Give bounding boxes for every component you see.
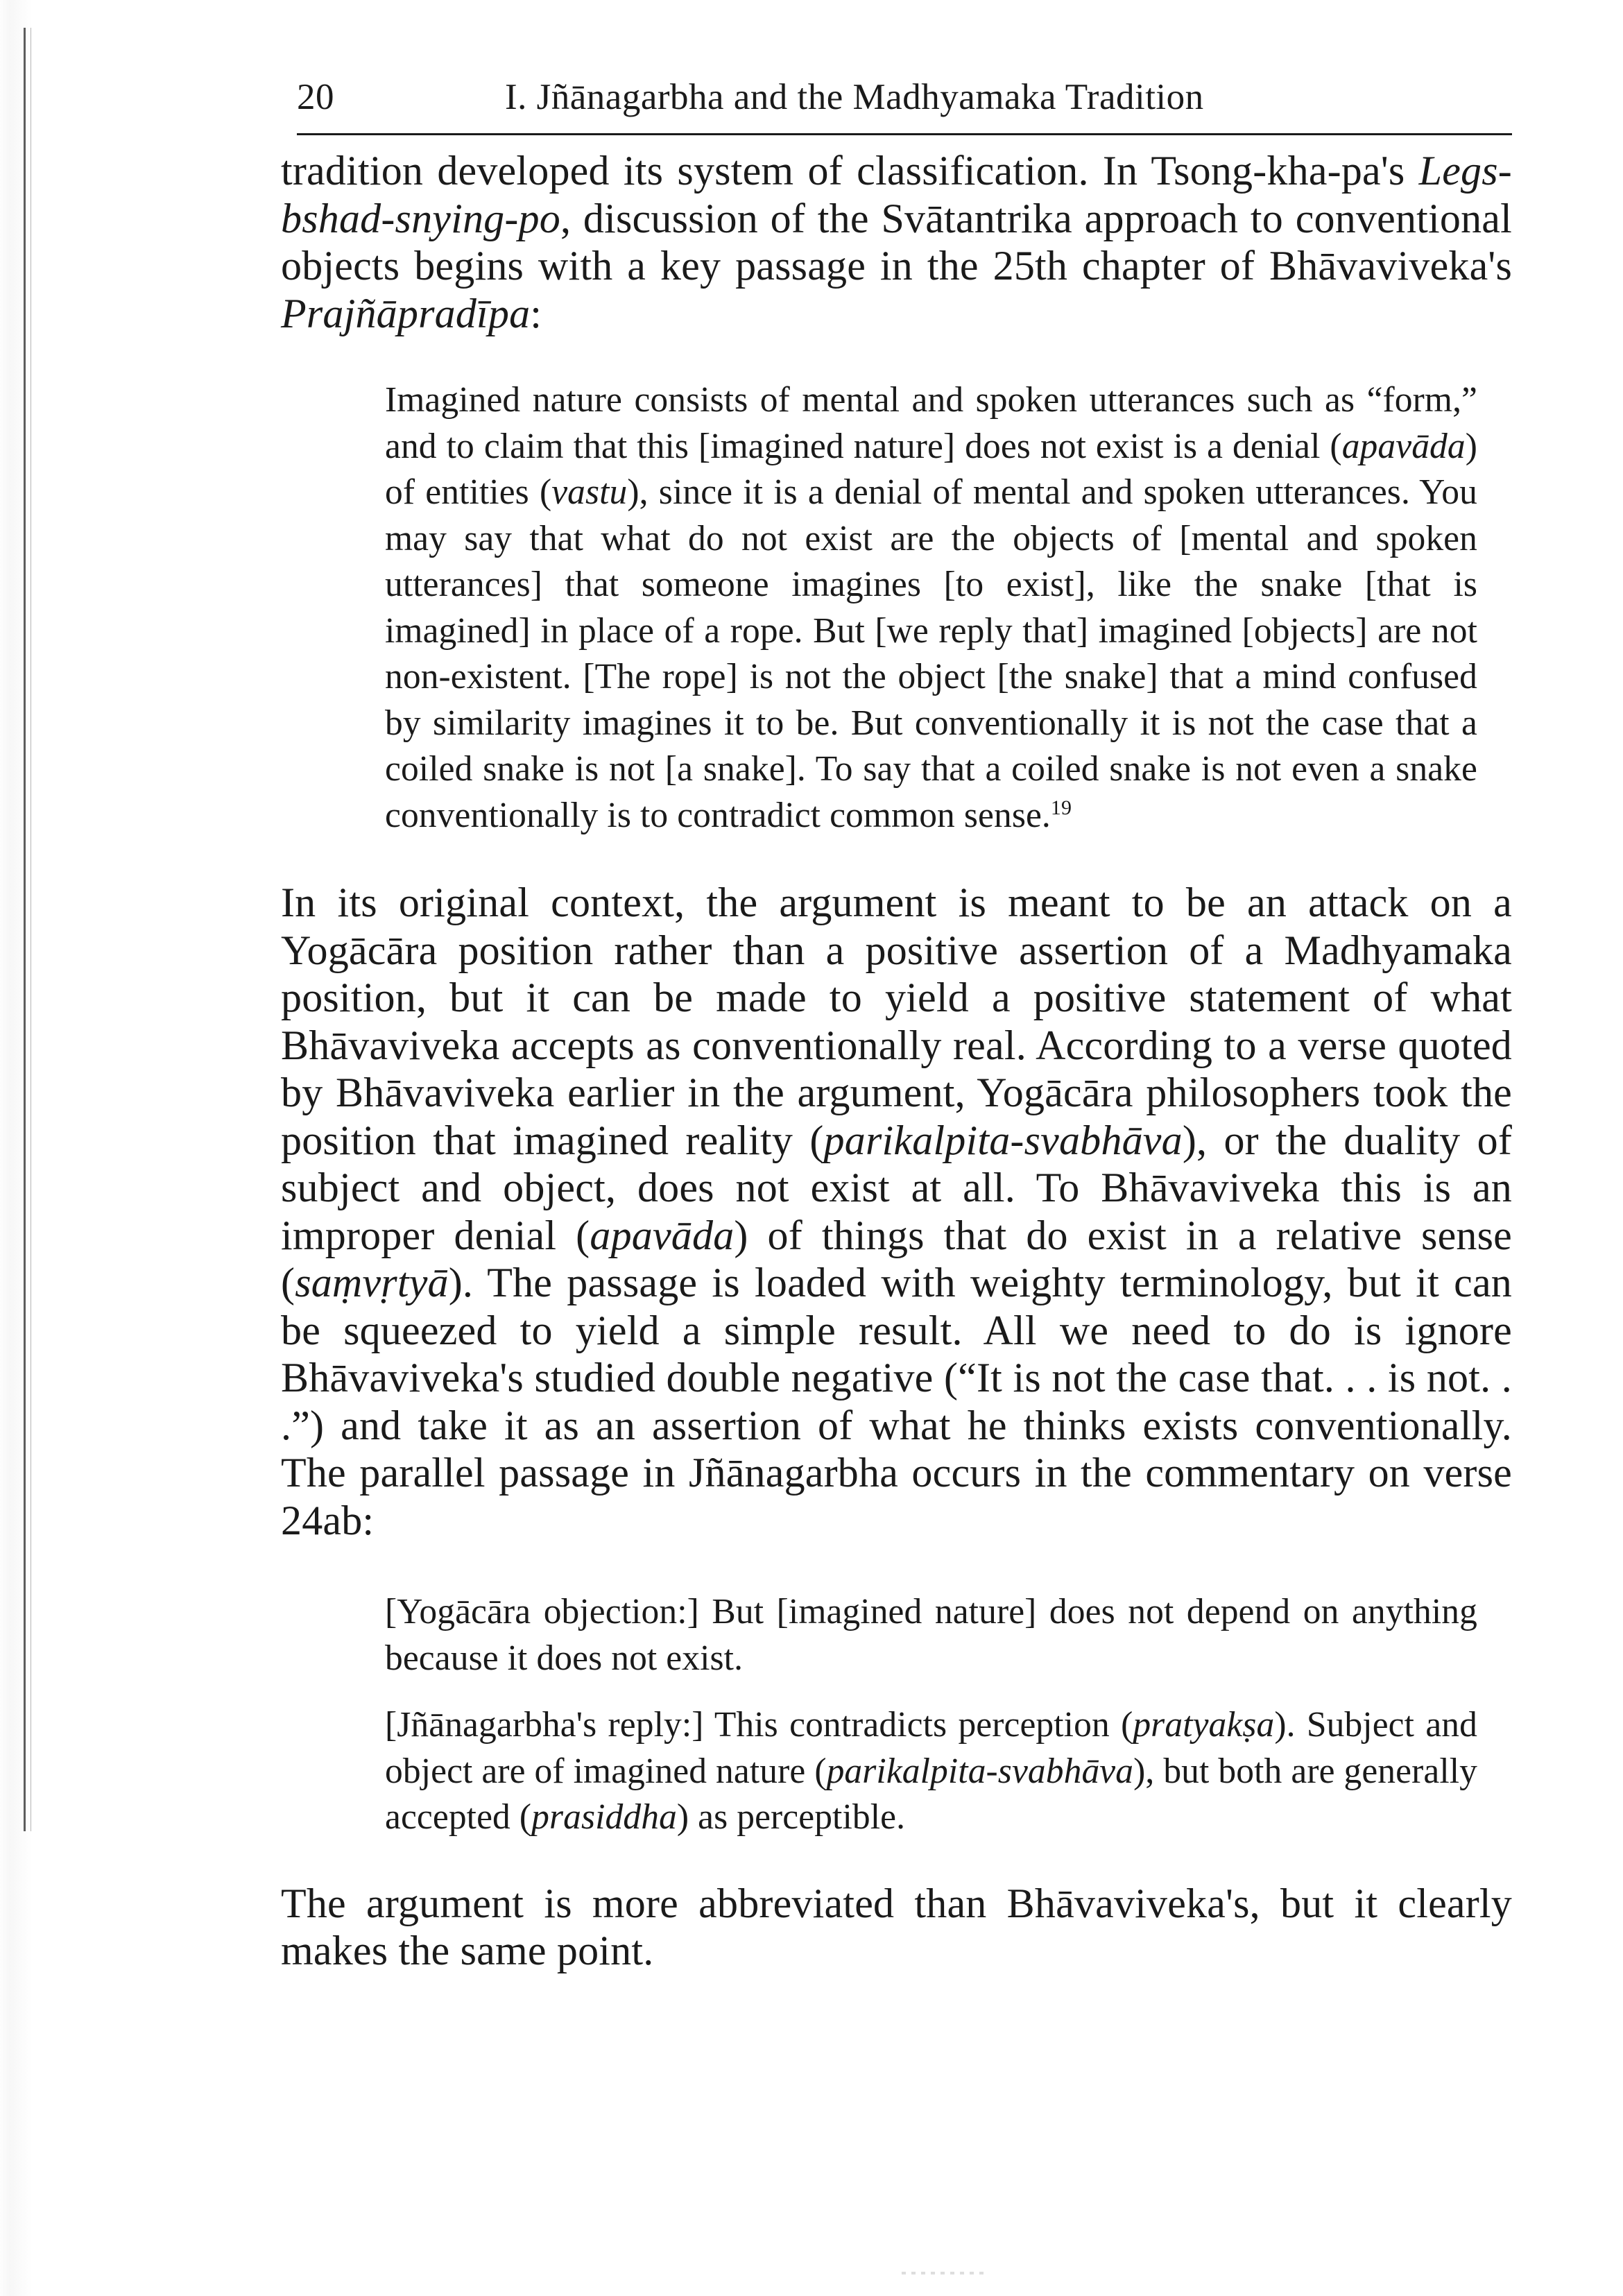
page-header bbox=[297, 69, 1512, 125]
quote-2-objection: [Yogācāra objection:] But [imagined nature] does not depend on anything because it does not exist. bbox=[385, 1592, 1477, 1678]
paragraph-2: In its original context, the argument is meant to be an attack on a Yogācāra position rather than a positive assertion of a Madhyamaka position, but it can be made to yield a positive statement of what Bhāvaviveka accepts as conventionally real. According to a verse quoted by Bhāvaviveka earlier in the argument, Yogācāra philosophers took the position that imagined reality (parikalpita-svabhāva), or the duality of subject and object, does not exist at all. To Bhāvaviveka this is an improper denial (apavāda) of things that do exist in a relative sense (saṃvṛtyā). The passage is loaded with weighty terminology, but it can be squeezed to yield a simple result. All we need to do is ignore Bhāvaviveka's studied double negative (“It is not the case that. . . is not. . .”) and take it as an assertion of what he thinks exists conventionally. The parallel passage in Jñānagarbha occurs in the commentary on verse 24ab: bbox=[281, 880, 1512, 1543]
footnote-marker: 19 bbox=[1050, 796, 1072, 819]
quote-2-reply: [Jñānagarbha's reply:] This contradicts perception (pratyakṣa). Subject and object are of imagined nature (parikalpita-svabhāva), but both are generally accepted (prasiddha) as perceptible. bbox=[385, 1705, 1477, 1837]
page-number: 20 bbox=[297, 77, 334, 117]
page-body bbox=[281, 147, 1512, 1975]
block-quote-1 bbox=[385, 377, 1477, 839]
italic-title-prajnapradipa: Prajñāpradīpa bbox=[281, 290, 531, 336]
paragraph-1: tradition developed its system of classification. In Tsong-kha-pa's Legs-bshad-snying-po, discussion of the Svātantrika approach to conventional objects begins with a key passage in the 25th chapter of Bhāvaviveka's Prajñāpradīpa: bbox=[281, 148, 1512, 336]
block-quote-2 bbox=[385, 1589, 1477, 1841]
binding-edge-line bbox=[24, 28, 26, 1831]
running-title: I. Jñānagarbha and the Madhyamaka Tradition bbox=[505, 77, 1204, 117]
italic-title-legs-bshad: Legs-bshad-snying-po bbox=[281, 148, 1512, 241]
paragraph-3: The argument is more abbreviated than Bhāvaviveka's, but it clearly makes the same point. bbox=[281, 1880, 1512, 1973]
binding-shadow bbox=[0, 0, 32, 2296]
quote-1-text: Imagined nature consists of mental and spoken utterances such as “form,” and to claim that this [imagined nature] does not exist is a denial (apavāda) of entities (vastu), since it is a denial of mental and spoken utterances. You may say that what do not exist are the objects of [mental and spoken utterances] that someone imagines [to exist], like the snake [that is imagined] in place of a rope. But [we reply that] imagined [objects] are not non-existent. [The rope] is not the object [the snake] that a mind confused by similarity imagines it to be. But conventionally it is not the case that a coiled snake is not [a snake]. To say that a coiled snake is not even a snake conventionally is to contradict common sense.$^{19}$ bbox=[385, 380, 1478, 835]
scan-artifact bbox=[902, 2272, 985, 2274]
header-rule bbox=[297, 133, 1512, 135]
